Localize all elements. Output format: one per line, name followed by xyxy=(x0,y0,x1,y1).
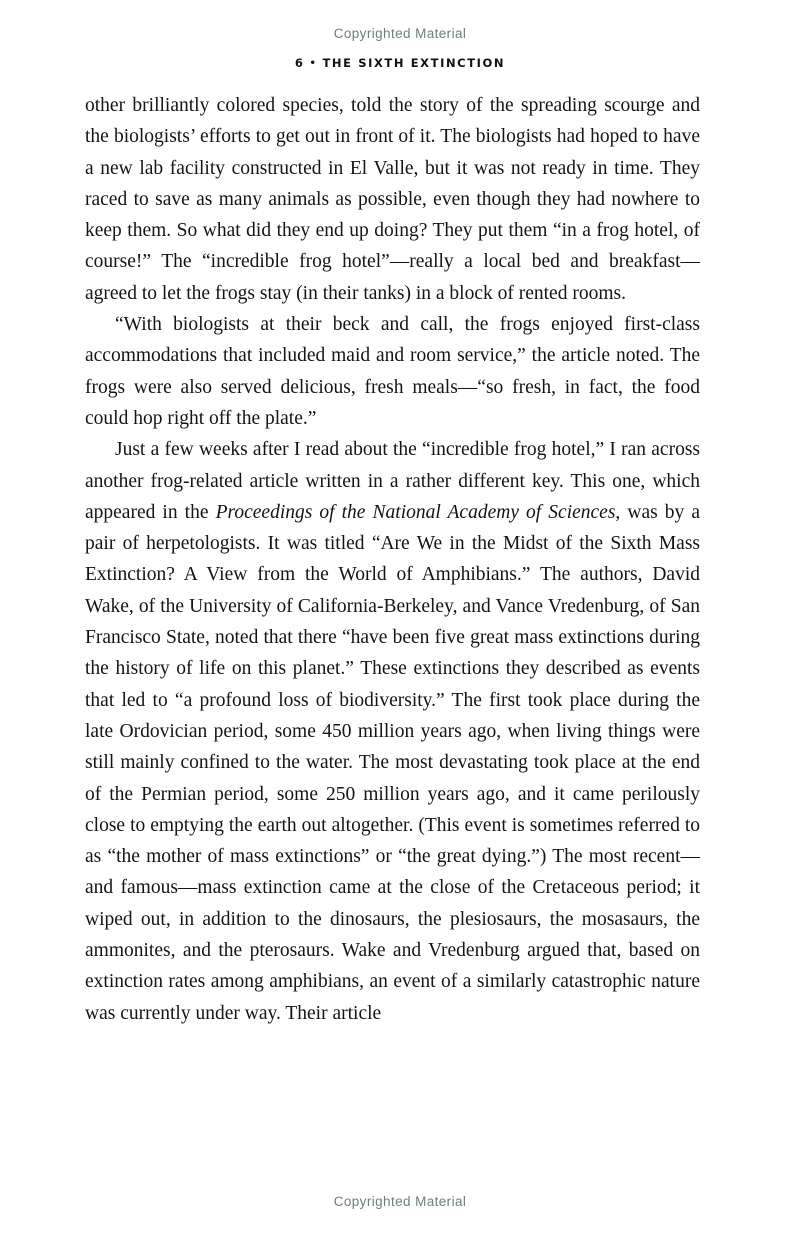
book-title: THE SIXTH EXTINCTION xyxy=(322,56,506,70)
bullet-separator-icon: • xyxy=(309,58,318,69)
copyright-notice-bottom: Copyrighted Material xyxy=(333,1194,467,1209)
running-head xyxy=(0,56,800,70)
paragraph-2: “With biologists at their beck and call, the frogs enjoyed first-class accommodations that included maid and room service,” the article noted. The frogs were also served delicious, fresh meals—“so fresh, in fact, the food could hop right off the plate.” xyxy=(85,314,700,429)
paragraph-3-text-continued: , was by a pair of herpetologists. It was titled “Are We in the Midst of the Sixth Mass Extinction? A View from the World of Amphibians.” The authors, David Wake, of the University of California-Berkeley, and Vance Vredenburg, of San Francisco State, noted that there “have been five great mass extinctions during the history of life on this planet.” These extinctions they described as events that led to “a profound loss of biodiversity.” The first took place during the late Ordovician period, some 450 million years ago, when living things were still mainly confined to the water. The most devastating took place at the end of the Permian period, some 250 million years ago, and it came perilously close to emptying the earth out altogether. (This event is sometimes referred to as “the mother of mass extinctions” or “the great dying.”) The most recent—and famous—mass extinction came at the close of the Cretaceous period; it wiped out, in addition to the dinosaurs, the plesiosaurs, the mosasaurs, the ammonites, and the pterosaurs. Wake and Vredenburg argued that, based on extinction rates among amphibians, an event of a similarly catastrophic nature was currently under way. Their article xyxy=(85,501,700,1024)
page-number: 6 xyxy=(294,56,305,70)
copyright-notice-top: Copyrighted Material xyxy=(333,26,467,41)
body-text xyxy=(85,90,700,1029)
paragraph-3 xyxy=(85,434,700,1029)
paragraph-1: other brilliantly colored species, told the story of the spreading scourge and the biologists’ efforts to get out in front of it. The biologists had hoped to have a new lab facility constructed in El Valle, but it was not ready in time. They raced to save as many animals as possible, even though they had nowhere to keep them. So what did they end up doing? They put them “in a frog hotel, of course!” The “incredible frog hotel”—really a local bed and breakfast—agreed to let the frogs stay (in their tanks) in a block of rented rooms. xyxy=(85,95,700,304)
paragraph-3-text: Just a few weeks after I read about the “incredible frog hotel,” I ran across another frog-related article written in a rather different key. This one, which appeared in the xyxy=(85,439,700,523)
journal-title-italic: Proceedings of the National Academy of Sciences xyxy=(215,501,616,523)
